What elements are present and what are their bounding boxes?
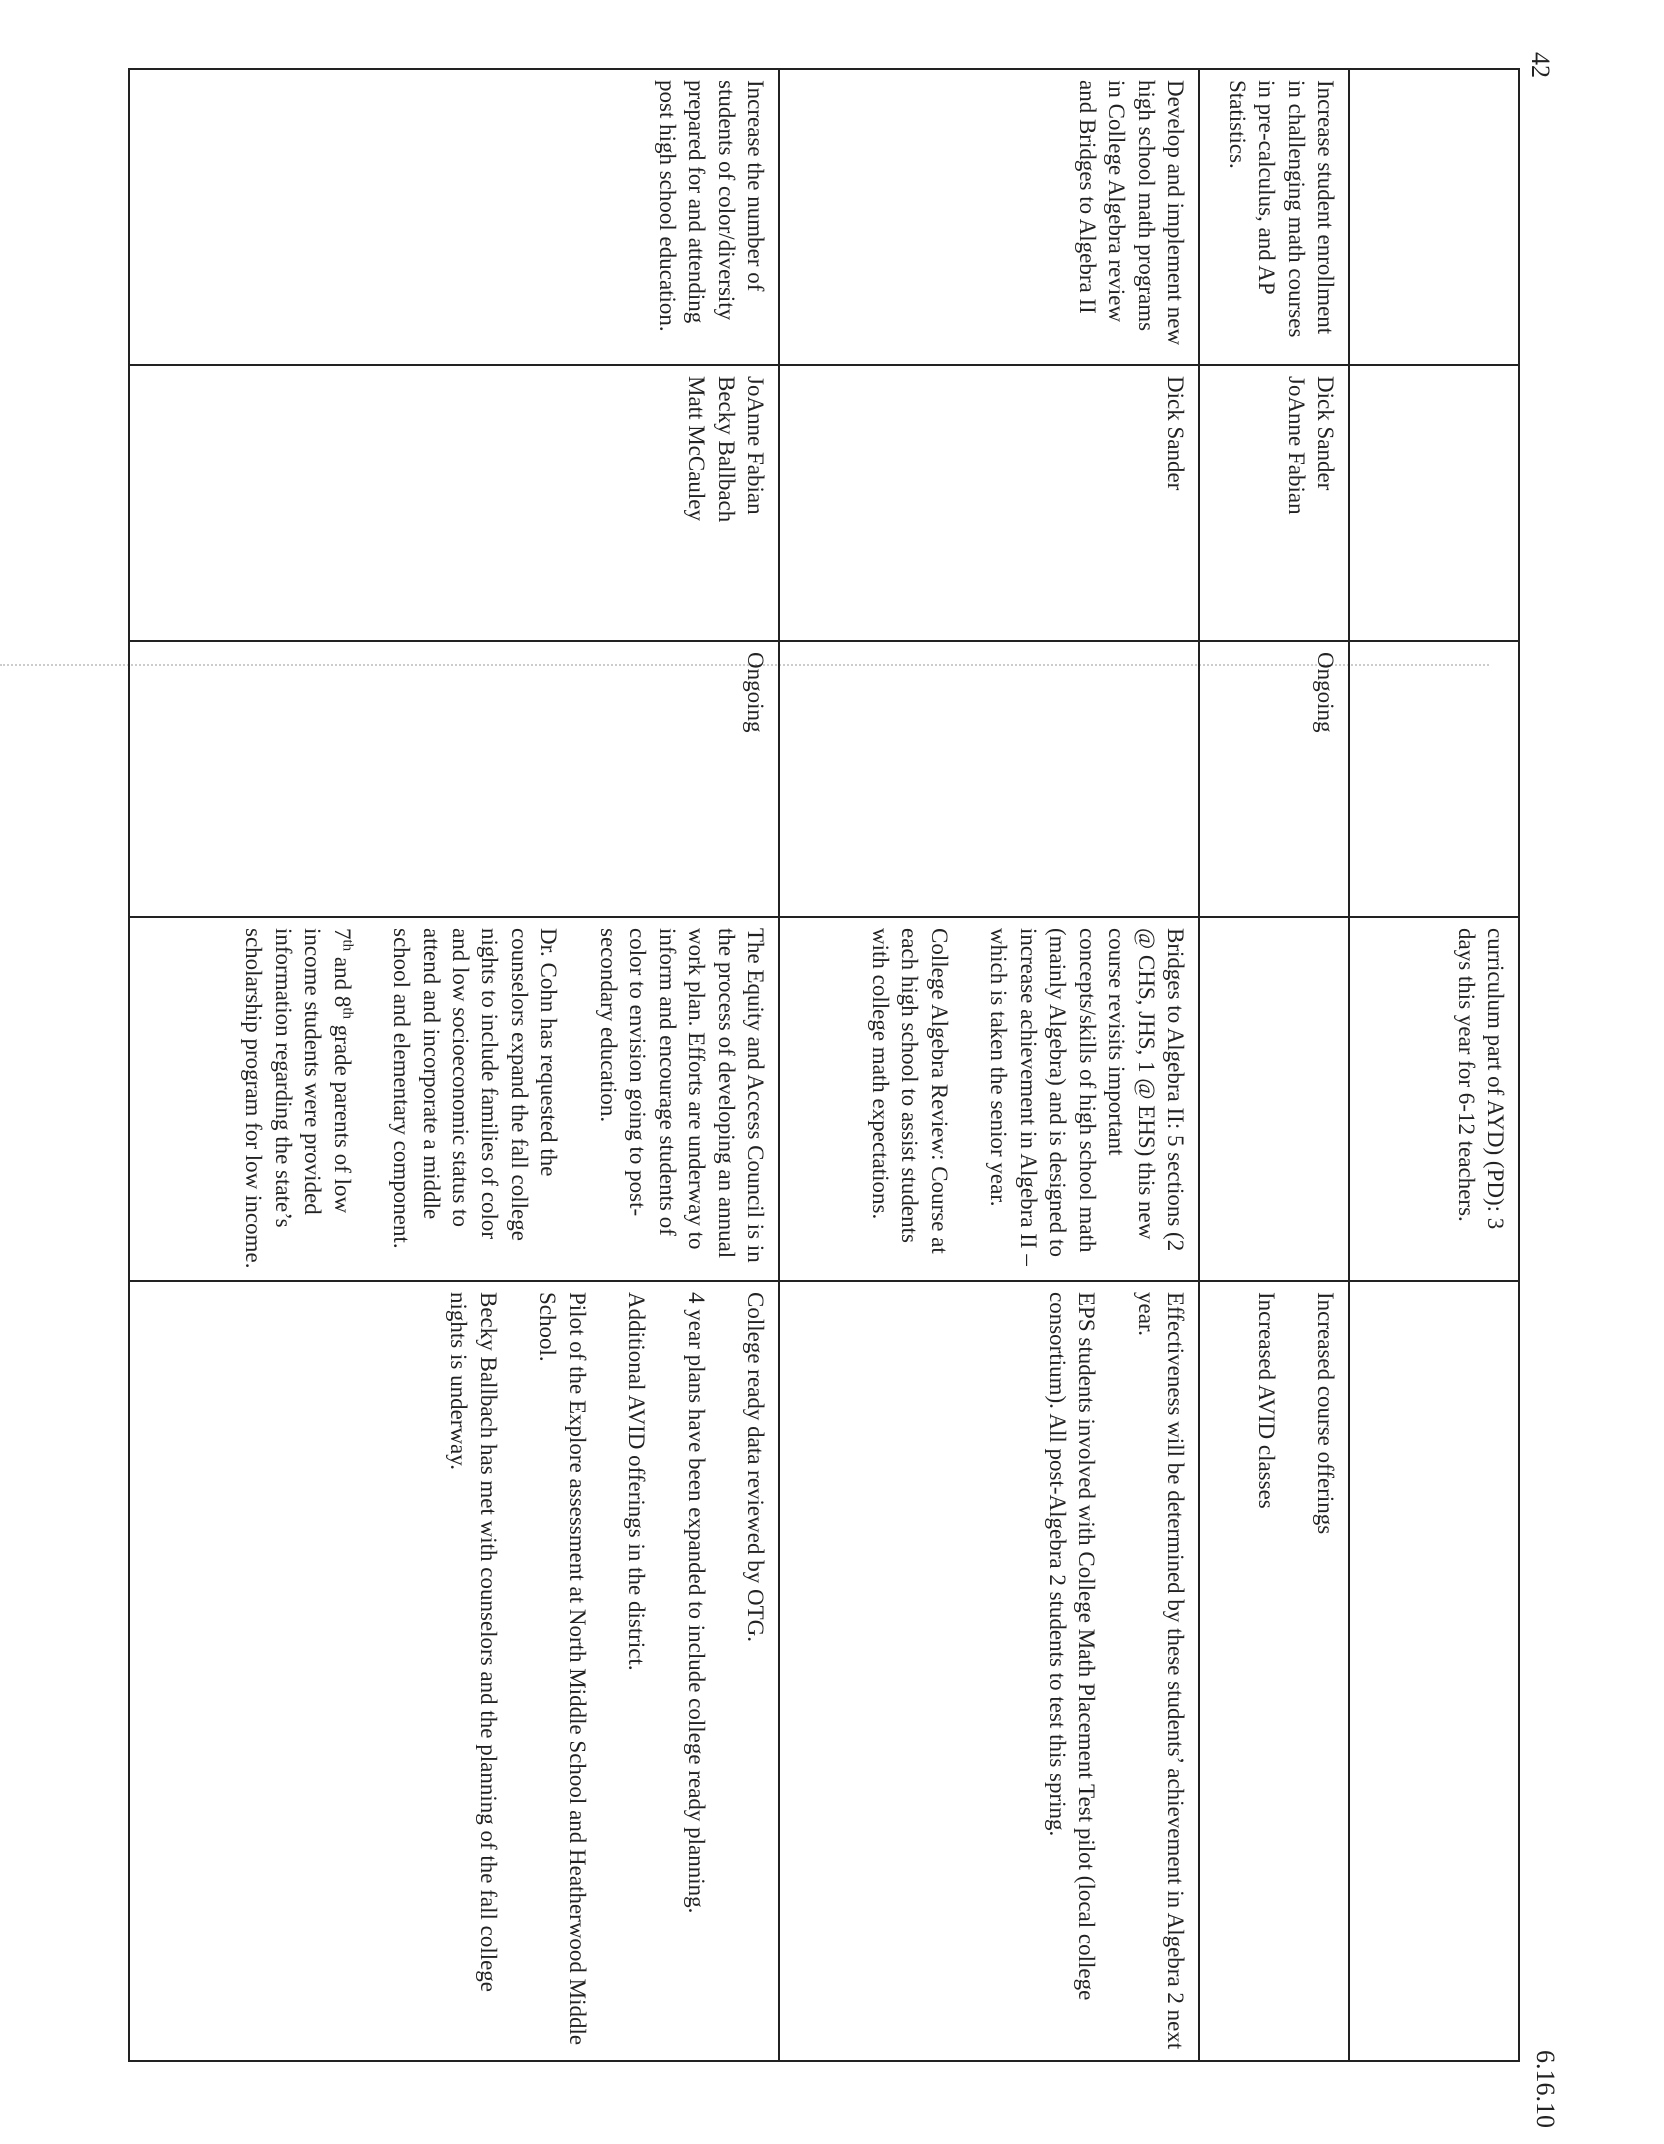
ordinal-eighth: 8 <box>329 995 355 1008</box>
strategy-text: grade parents of low income students were provided information regarding the state’s scholarship program for low income. <box>241 928 355 1269</box>
timeline-cell <box>129 641 779 917</box>
evidence-cell <box>1349 1281 1519 2061</box>
responsible-person: Matt McCauley <box>684 376 710 521</box>
page-number: 42 <box>1526 52 1555 78</box>
table-row <box>129 69 779 2061</box>
goal-text: Develop and implement new high school math programs in College Algebra review and Bridges to Algebra II <box>1074 80 1188 346</box>
plan-table <box>128 68 1520 2062</box>
evidence-text: College ready data reviewed by OTG. <box>743 1292 768 1642</box>
rotated-table-container <box>130 68 1520 2060</box>
table-row <box>1199 69 1349 2061</box>
responsible-cell <box>129 365 779 641</box>
goal-cell <box>779 69 1199 365</box>
goal-cell <box>129 69 779 365</box>
strategies-cell <box>779 917 1199 1281</box>
strategies-cell <box>129 917 779 1281</box>
strategies-cell <box>1199 917 1349 1281</box>
evidence-text: Pilot of the Explore assessment at North Middle School and Heatherwood Middle School. <box>535 1292 590 2046</box>
table-row-carryover <box>1349 69 1519 2061</box>
responsible-person: Becky Ballbach <box>713 376 739 523</box>
evidence-text: Becky Ballbach has met with counselors and the planning of the fall college nights is underway. <box>446 1292 501 1993</box>
table-row <box>779 69 1199 2061</box>
timeline-text: Ongoing <box>1313 652 1338 733</box>
goal-cell <box>1199 69 1349 365</box>
responsible-person: JoAnne Fabian <box>1283 376 1309 515</box>
ordinal-suffix: th <box>339 1007 356 1019</box>
evidence-text: Effectiveness will be determined by these students’ achievement in Algebra 2 next year. <box>1133 1292 1188 2050</box>
evidence-text: 4 year plans have been expanded to include college ready planning. <box>683 1292 709 1914</box>
evidence-cell <box>779 1281 1199 2061</box>
strategy-text: Bridges to Algebra II: 5 sections (2 @ CHS, JHS, 1 @ EHS) this new course revisits important concepts/skills of high school math (mainly Algebra) and is designed to increase achievement in Algebra II – which is taken the senior year. <box>986 928 1188 1266</box>
responsible-person: JoAnne Fabian <box>743 376 768 515</box>
responsible-cell <box>1199 365 1349 641</box>
timeline-cell <box>779 641 1199 917</box>
evidence-cell <box>129 1281 779 2061</box>
strategy-text: curriculum part of AYD) (PD): 3 days this year for 6-12 teachers. <box>1453 928 1508 1230</box>
evidence-text: Additional AVID offerings in the district. <box>624 1292 650 1671</box>
responsible-cell <box>779 365 1199 641</box>
strategy-text: Dr. Cohn has requested the counselors expand the fall college nights to include families of color and low socioeconomic status to attend and incorporate a middle school and elementary component. <box>389 928 562 1249</box>
strategies-cell <box>1349 917 1519 1281</box>
footer-date: 6.16.10 <box>1531 2050 1560 2128</box>
goal-text: Increase student enrollment in challenging math courses in pre-calculus, and AP Statistics. <box>1224 80 1338 338</box>
responsible-cell <box>1349 365 1519 641</box>
evidence-text: Increased AVID classes <box>1253 1292 1279 1509</box>
evidence-text: Increased course offerings <box>1313 1292 1338 1535</box>
timeline-text: Ongoing <box>743 652 768 733</box>
strategy-text: College Algebra Review: Course at each high school to assist students with college math expectations. <box>868 928 952 1254</box>
timeline-cell <box>1199 641 1349 917</box>
evidence-cell <box>1199 1281 1349 2061</box>
responsible-person: Dick Sander <box>1163 376 1188 491</box>
responsible-person: Dick Sander <box>1313 376 1338 491</box>
strategy-text: The Equity and Access Council is in the process of developing an annual work plan. Efforts are underway to inform and encourage students of color to envision going to post-secondary education. <box>595 928 768 1263</box>
goal-text: Increase the number of students of color/diversity prepared for and attending post high school education. <box>654 80 768 332</box>
ordinal-and: and <box>329 956 355 991</box>
strategy-text-ordinal <box>239 928 357 1270</box>
goal-cell <box>1349 69 1519 365</box>
timeline-cell <box>1349 641 1519 917</box>
ordinal-seventh: 7 <box>329 928 355 940</box>
ordinal-suffix: th <box>339 939 356 952</box>
evidence-text: EPS students involved with College Math Placement Test pilot (local college consortium). All post-Algebra 2 students to test this spring. <box>1044 1292 1100 2001</box>
